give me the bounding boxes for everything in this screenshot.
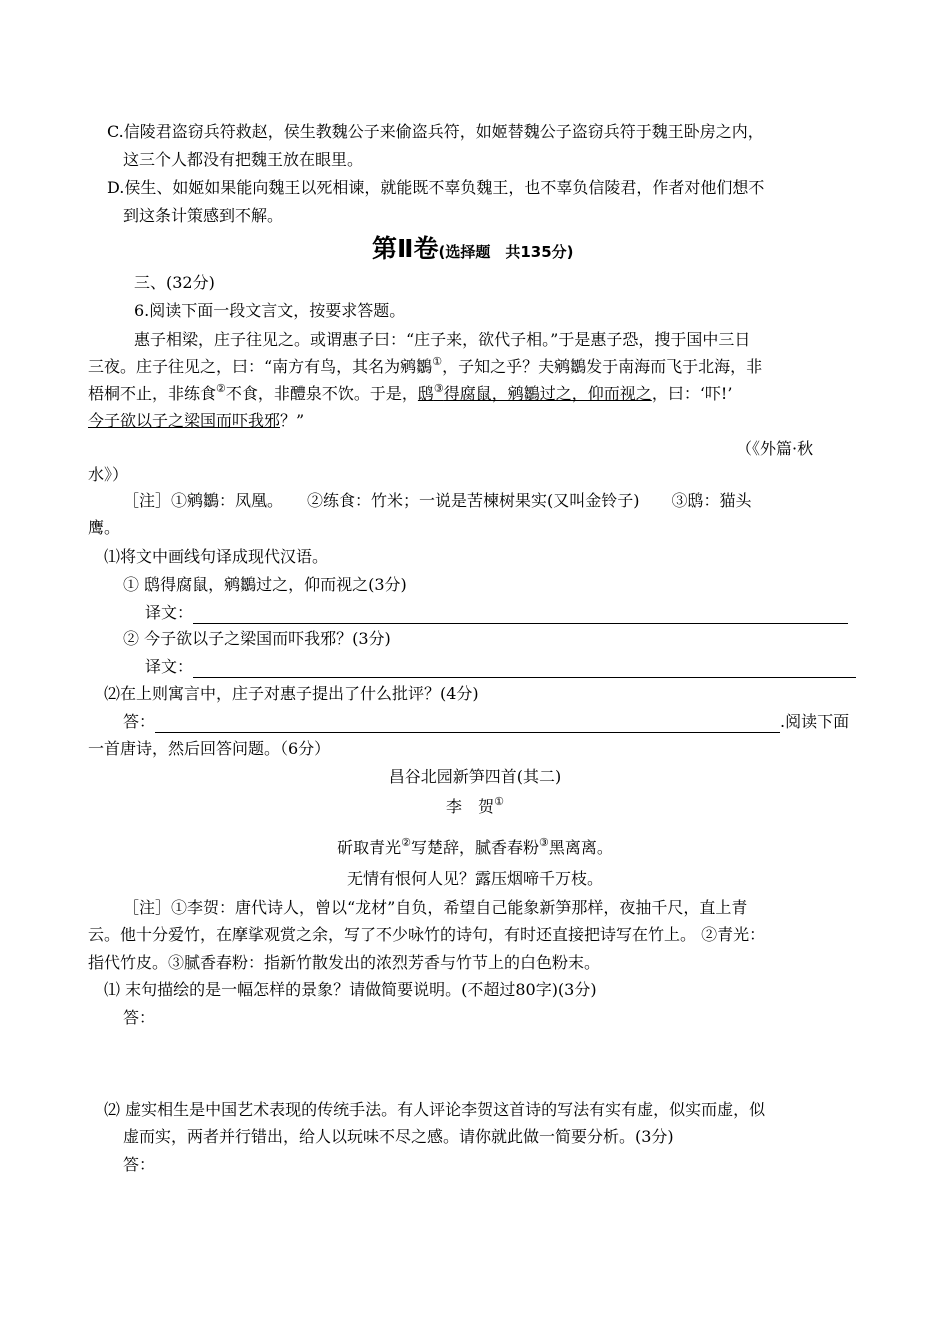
section-2-title-main: 第Ⅱ卷 [372,234,439,263]
footnote-marker-3: ③ [433,382,444,395]
underlined-sentence-1: 鸱③得腐鼠，鹓鶵过之，仰而视之 [417,382,652,403]
question-6-prompt: 6.阅读下面一段文言文，按要求答题。 [134,301,406,320]
section-2-title [372,234,574,267]
passage-notes-line-2: 鹰。 [88,518,121,537]
part-3-header: 三、(32分) [134,273,215,292]
sub-question-1: ⑴将文中画线句译成现代汉语。 [104,547,329,566]
sub-question-1a: ① 鸱得腐鼠，鹓鶵过之，仰而视之(3分) [123,575,407,594]
poem-footnote-3: ③ [539,836,549,849]
sub-question-2: ⑵在上则寓言中，庄子对惠子提出了什么批评？(4分) [104,684,479,703]
footnote-marker-1: ① [432,355,443,368]
footnote-marker-2: ② [216,382,226,395]
translation-line-2 [145,656,856,678]
poem-title: 昌谷北园新笋四首(其二) [388,767,562,786]
passage-source-a: （《外篇·秋 [736,439,814,458]
passage-line-4: 今子欲以子之梁国而吓我邪？” [88,411,305,430]
passage-source-b: 水》） [88,465,129,484]
answer-line-sub2 [123,711,849,733]
option-c-line2: 这三个人都没有把魏王放在眼里。 [123,150,364,169]
poem-author: 李 贺① [446,795,504,816]
answer-label: 答： [123,712,156,731]
poem-answer-label-2[interactable]: 答： [123,1155,156,1174]
translation-answer-blank-2[interactable] [193,661,856,678]
option-c-line1: C.信陵君盗窃兵符救赵，侯生教魏公子来偷盗兵符，如姬替魏公子盗窃兵符于魏王卧房之内， [107,122,764,141]
poem-footnote-2: ② [401,836,411,849]
poem-notes-line-2: 云。他十分爱竹，在摩挲观赏之余，写了不少咏竹的诗句，有时还直接把诗写在竹上。 ②青光： [88,925,766,944]
poem-question-2-line-2: 虚而实，两者并行错出，给人以玩味不尽之感。请你就此做一简要分析。(3分) [123,1127,674,1146]
poem-author-footnote: ① [494,795,504,808]
passage-notes-line-1: ［注］①鹓鶵：凤凰。 ②练食：竹米；一说是苦楝树果实(又叫金铃子) ③鸱：猫头 [123,491,752,510]
poem-intro-line-2: 一首唐诗，然后回答问题。（6分） [88,739,331,758]
poem-question-2-line-1: ⑵ 虚实相生是中国艺术表现的传统手法。有人评论李贺这首诗的写法有实有虚，似实而虚，似 [104,1100,766,1119]
poem-answer-label-1[interactable]: 答： [123,1008,156,1027]
poem-notes-line-1: ［注］①李贺：唐代诗人，曾以“龙材”自负，希望自己能象新笋那样，夜抽千尺，直上青 [123,898,748,917]
sub-question-1b: ② 今子欲以子之梁国而吓我邪？(3分) [123,629,391,648]
translation-line-1 [145,602,848,624]
passage-line-1: 惠子相梁，庄子往见之。或谓惠子曰：“庄子来，欲代子相。”于是惠子恐，搜于国中三日 [134,330,751,349]
underlined-sentence-2: 今子欲以子之梁国而吓我邪 [88,411,281,430]
option-d-line2: 到这条计策感到不解。 [123,206,284,225]
poem-intro-tail: .阅读下面 [780,712,850,731]
passage-line-2: 三夜。庄子往见之，曰：“南方有鸟，其名为鹓鶵①，子知之乎？夫鹓鶵发于南海而飞于北海，非 [88,355,763,376]
passage-line-3: 梧桐不止，非练食②不食，非醴泉不饮。于是，鸱③得腐鼠，鹓鶵过之，仰而视之，曰：‘吓!’ [88,382,733,403]
translation-answer-blank-1[interactable] [193,607,848,624]
poem-notes-line-3: 指代竹皮。③腻香春粉：指新竹散发出的浓烈芳香与竹节上的白色粉末。 [88,953,601,972]
answer-blank-sub2[interactable] [155,716,780,733]
poem-line-1: 斫取青光②写楚辞，腻香春粉③黑离离。 [337,836,613,857]
translation-label-2: 译文： [145,657,194,676]
translation-label-1: 译文： [145,603,194,622]
section-2-title-sub: (选择题 共135分) [438,243,574,261]
poem-question-1: ⑴ 末句描绘的是一幅怎样的景象？请做简要说明。(不超过80字)(3分) [104,980,597,999]
poem-line-2: 无情有恨何人见？露压烟啼千万枝。 [346,869,603,888]
option-d-line1: D.侯生、如姬如果能向魏王以死相谏，就能既不辜负魏王，也不辜负信陵君，作者对他们想不 [107,178,765,197]
